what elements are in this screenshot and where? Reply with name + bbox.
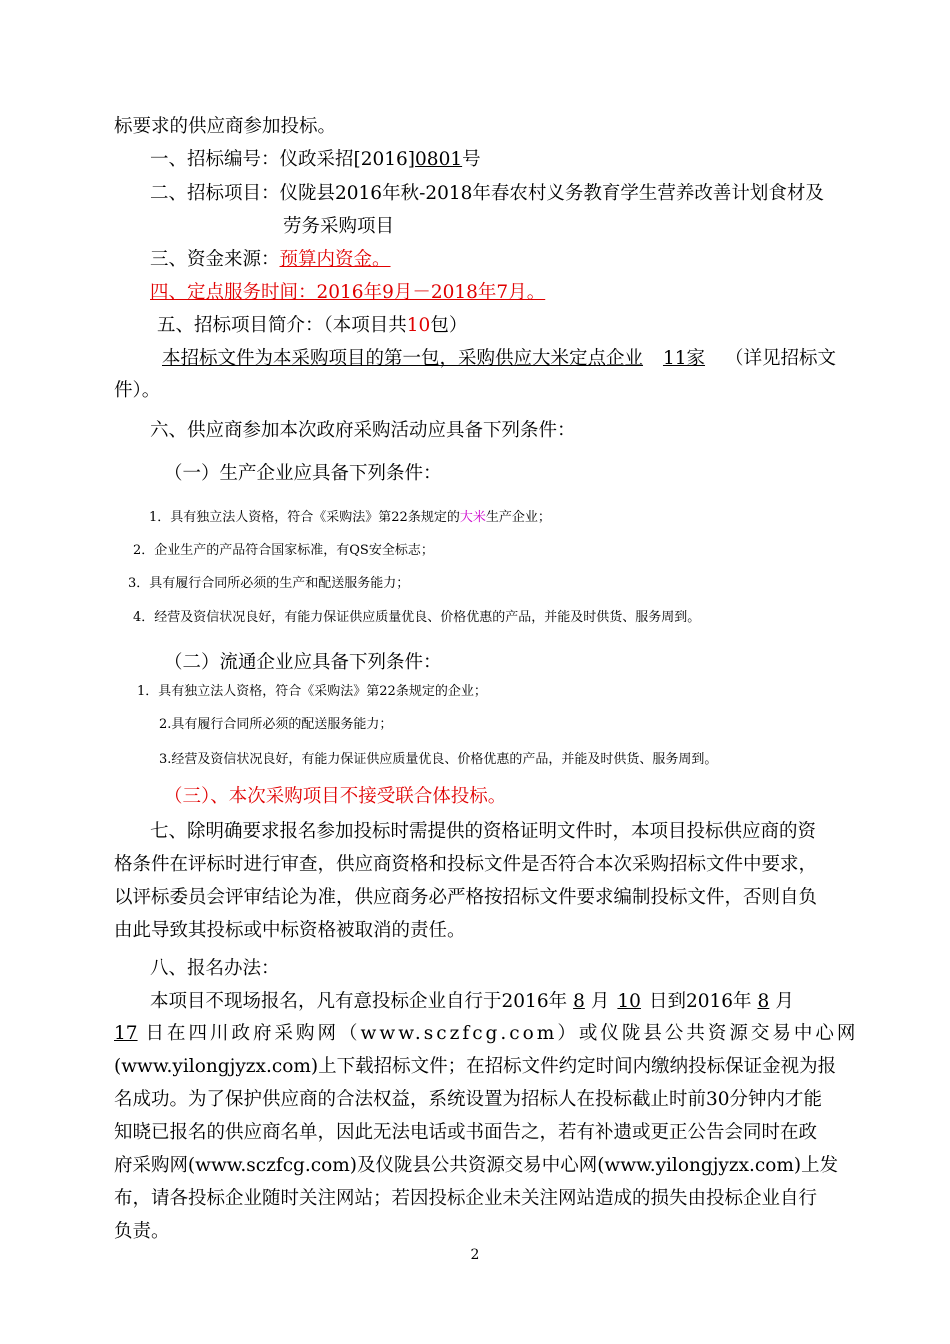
text: 月 — [775, 991, 794, 1012]
fund-source-line — [150, 248, 391, 272]
text: 三、资金来源： — [150, 249, 280, 270]
start-day: 10 — [617, 991, 641, 1012]
registration-line — [114, 1220, 170, 1244]
registration-line — [114, 1187, 817, 1211]
text: 本项目不现场报名，凡有意投标企业自行于2016年 — [150, 991, 568, 1012]
text: 名成功。为了保护供应商的合法权益，系统设置为招标人在投标截止时前30分钟内才能 — [114, 1089, 823, 1110]
text: 以评标委员会评审结论为准，供应商务必严格按招标文件要求编制投标文件，否则自负 — [114, 887, 818, 908]
text: 包） — [430, 315, 468, 336]
text: 五、招标项目简介：（本项目共 — [157, 315, 407, 336]
summary-detail-line-cont — [114, 379, 160, 403]
text: （三）、本次采购项目不接受联合体投标。 — [164, 786, 507, 807]
text: （二）流通企业应具备下列条件： — [164, 652, 442, 673]
condition-item — [149, 509, 551, 527]
registration-line — [114, 1022, 859, 1046]
condition-item — [133, 609, 700, 627]
text: 七、除明确要求报名参加投标时需提供的资格证明文件时，本项目投标供应商的资 — [150, 821, 817, 842]
section-seven-line — [114, 919, 466, 943]
text: 劳务采购项目 — [283, 216, 395, 237]
condition-item — [128, 575, 409, 593]
text: 日在四川政府采购网（www.sczfcg.com）或仪陇县公共资源交易中心网 — [145, 1023, 859, 1044]
text: 日到2016年 — [648, 991, 752, 1012]
page-number: 2 — [470, 1247, 480, 1263]
text: （一）生产企业应具备下列条件： — [164, 463, 442, 484]
enterprise-count: 11家 — [662, 348, 706, 369]
project-line-cont — [283, 215, 394, 239]
text: 1．具有独立法人资格，符合《采购法》第22条规定的 — [149, 510, 460, 525]
text: 知晓已报名的供应商名单，因此无法电话或书面告之，若有补遗或更正公告会同时在政 — [114, 1122, 818, 1143]
condition-item — [137, 683, 487, 701]
section-seven-line — [114, 853, 817, 877]
text: 号 — [462, 149, 481, 170]
text: （详见招标文 — [724, 348, 836, 369]
registration-line — [114, 1154, 838, 1178]
text: 2.具有履行合同所必须的配送服务能力； — [159, 717, 393, 732]
start-month: 8 — [573, 991, 585, 1012]
text: 月 — [590, 991, 610, 1012]
summary-detail-line — [162, 347, 836, 371]
bid-number-line — [150, 148, 481, 172]
section-eight-heading — [150, 957, 280, 981]
section-seven-line — [114, 886, 817, 910]
text: 2．企业生产的产品符合国家标准，有QS安全标志； — [133, 543, 434, 558]
text: 本招标文件为本采购项目的第一包，采购供应大米定点企业 — [162, 348, 644, 369]
paragraph-line — [114, 115, 336, 139]
text: 六、供应商参加本次政府采购活动应具备下列条件： — [150, 420, 576, 441]
text: 四、定点服务时间：2016年9月－2018年7月。 — [150, 282, 546, 303]
project-summary-line — [157, 314, 467, 338]
text: 4．经营及资信状况良好，有能力保证供应质量优良、价格优惠的产品，并能及时供货、服务周到。 — [133, 610, 701, 625]
end-month: 8 — [757, 991, 770, 1012]
text: 二、招标项目：仪陇县2016年秋-2018年春农村义务教育学生营养改善计划食材及 — [150, 183, 824, 204]
text: 由此导致其投标或中标资格被取消的责任。 — [114, 920, 466, 941]
product-name: 大米 — [459, 510, 486, 525]
text: 格条件在评标时进行审查，供应商资格和投标文件是否符合本次采购招标文件中要求， — [114, 854, 818, 875]
condition-item — [159, 751, 717, 769]
section-seven-line — [150, 820, 816, 844]
text: 负责。 — [114, 1221, 170, 1242]
distribution-enterprise-heading — [164, 651, 442, 675]
text: 生产企业； — [485, 510, 551, 525]
production-enterprise-heading — [164, 462, 442, 486]
condition-item — [133, 542, 434, 560]
text: 布，请各投标企业随时关注网站；若因投标企业未关注网站造成的损失由投标企业自行 — [114, 1188, 818, 1209]
registration-line — [150, 990, 794, 1014]
project-line — [150, 182, 824, 206]
end-day: 17 — [114, 1023, 138, 1044]
registration-line — [114, 1055, 836, 1079]
text: 3．具有履行合同所必须的生产和配送服务能力； — [128, 576, 410, 591]
registration-line — [114, 1121, 817, 1145]
text: 件）。 — [114, 380, 161, 401]
consortium-notice — [164, 785, 506, 809]
text: (www.yilongjyzx.com)上下载招标文件；在招标文件约定时间内缴纳投标保证金视为报 — [114, 1056, 837, 1077]
fund-source-value: 预算内资金。 — [279, 249, 391, 270]
package-count: 10 — [406, 315, 431, 336]
registration-line — [114, 1088, 822, 1112]
text: 3.经营及资信状况良好，有能力保证供应质量优良、价格优惠的产品，并能及时供货、服务周到。 — [159, 752, 718, 767]
condition-item — [159, 716, 392, 734]
text: 标要求的供应商参加投标。 — [114, 116, 337, 137]
text: 府采购网(www.sczfcg.com)及仪陇县公共资源交易中心网(www.yilongjyzx.com)上发 — [114, 1155, 839, 1176]
text: 一、招标编号：仪政采招[2016] — [150, 149, 416, 170]
text: 八、报名办法： — [150, 958, 280, 979]
section-six-heading — [150, 419, 576, 443]
service-time-line — [150, 281, 545, 305]
bid-number: 0801 — [415, 149, 463, 170]
text: 1．具有独立法人资格，符合《采购法》第22条规定的企业； — [137, 684, 487, 699]
